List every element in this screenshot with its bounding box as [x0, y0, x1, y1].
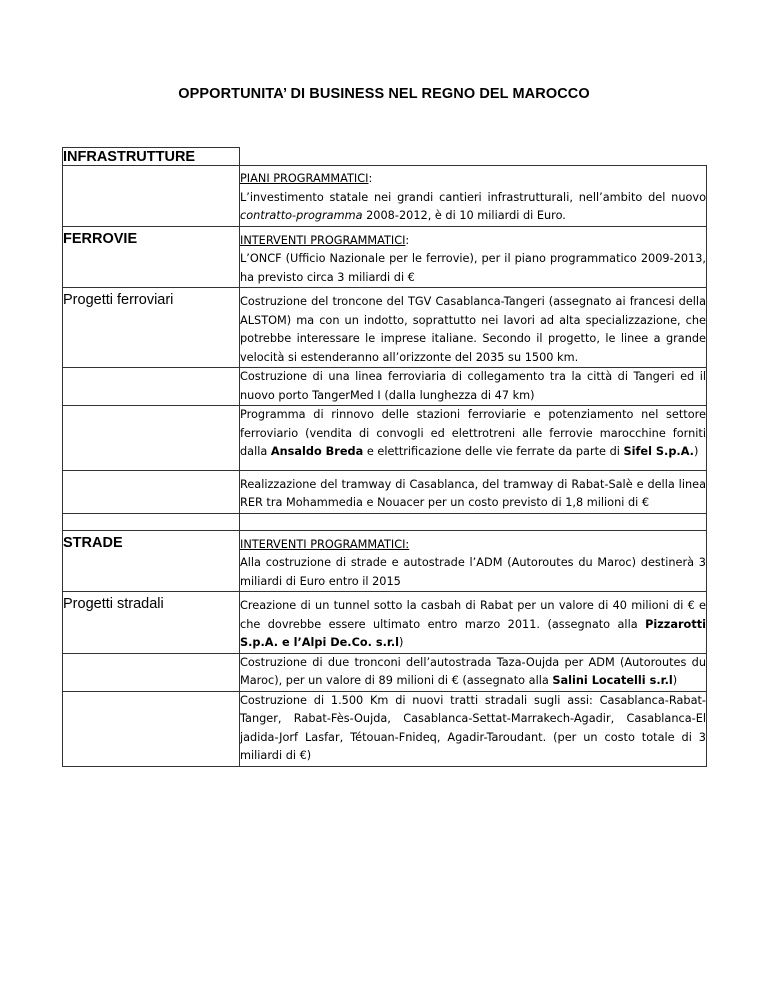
pf4-text: Realizzazione del tramway di Casablanca, del tramway di Rabat-Salè e della linea RER tra Mohammedia e Nouacer per un costo previsto di 1,8 milioni di € — [240, 477, 706, 509]
document-title: OPPORTUNITA’ DI BUSINESS NEL REGNO DEL MAROCCO — [178, 86, 590, 102]
pf3-company-2: Sifel S.p.A. — [623, 445, 694, 458]
cell-strade — [240, 530, 707, 592]
ps1-company: Pizzarotti S.p.A. e l’Alpi De.Co. s.r.l — [240, 617, 706, 649]
label-text: STRADE — [63, 534, 123, 551]
table-row — [63, 226, 707, 288]
table-row — [63, 406, 707, 471]
piani-text-em: contratto-programma — [240, 209, 363, 222]
row-label-infrastrutture — [63, 148, 240, 166]
table-row — [63, 288, 707, 368]
ps1-text-a: Creazione di un tunnel sotto la casbah di Rabat per un valore di 40 milioni di € e che dovrebbe essere ultimato entro marzo 2011. (assegnato alla — [240, 599, 706, 631]
ferrovie-text: L’ONCF (Ufficio Nazionale per le ferrovie), per il piano programmatico 2009-2013, ha previsto circa 3 miliardi di € — [240, 252, 706, 284]
cell-ps2 — [240, 653, 707, 691]
row-label-empty — [63, 653, 240, 691]
row-label-progetti-stradali — [63, 592, 240, 654]
ferrovie-heading: INTERVENTI PROGRAMMATICI — [240, 233, 406, 247]
label-text: INFRASTRUTTURE — [63, 149, 196, 165]
strade-heading: INTERVENTI PROGRAMMATICI: — [240, 537, 410, 551]
label-text: Progetti ferroviari — [63, 292, 174, 308]
pf1-text: Costruzione del troncone del TGV Casablanca-Tangeri (assegnato ai francesi della ALSTOM) ma con un indotto, soprattutto nei lavori ad alta specializzazione, che potrebbe interessare le imprese italiane. Secondo il progetto, le linee a grande velocità si estenderanno all’orizzonte del 2035 su 1500 km. — [240, 295, 706, 364]
opportunities-table — [62, 147, 707, 767]
colon: : — [405, 233, 410, 247]
cell-pf3 — [240, 406, 707, 471]
table-row — [63, 592, 707, 654]
row-label-strade — [63, 530, 240, 592]
pf3-text-d: ) — [693, 445, 699, 458]
pf3-company-1: Ansaldo Breda — [270, 445, 364, 458]
piani-text-a: L’investimento statale nei grandi cantieri infrastrutturali, nell’ambito del nuovo — [240, 190, 706, 204]
colon: : — [368, 172, 373, 185]
cell-pf2 — [240, 368, 707, 406]
table-row — [63, 368, 707, 406]
row-label-empty — [63, 166, 240, 227]
pf3-text-a: Programma di rinnovo delle stazioni ferroviarie e potenziamento nel settore ferroviario (vendita di convogli ed elettrotreni alle ferrovie marocchine forniti dalla — [240, 408, 706, 458]
piani-text-b: 2008-2012, è di 10 miliardi di Euro. — [362, 209, 566, 222]
cell-ps1 — [240, 592, 707, 654]
label-text: FERROVIE — [63, 230, 138, 247]
table-row — [63, 691, 707, 766]
ps1-text-c: ) — [399, 636, 404, 649]
spacer-cell — [240, 513, 707, 530]
empty-cell — [240, 148, 707, 166]
cell-ps3 — [240, 691, 707, 766]
row-label-empty — [63, 691, 240, 766]
table-row — [63, 653, 707, 691]
strade-text: Alla costruzione di strade e autostrade l’ADM (Autoroutes du Maroc) destinerà 3 miliardi di Euro entro il 2015 — [240, 556, 706, 588]
row-label-progetti-ferroviari — [63, 288, 240, 368]
cell-piani-programmatici — [240, 166, 707, 227]
cell-ferrovie — [240, 226, 707, 288]
ps3-text: Costruzione di 1.500 Km di nuovi tratti stradali sugli assi: Casablanca-Rabat-Tanger, Rabat-Fès-Oujda, Casablanca-Settat-Marrakech-Agadir, Casablanca-El jadida-Jorf Lasfar, Tétouan-Fnideq, Agadir-Taroudant. (per un costo totale di 3 miliardi di €) — [240, 693, 706, 762]
table-row — [63, 166, 707, 227]
table-row — [63, 530, 707, 592]
table-row — [63, 148, 707, 166]
row-label-empty — [63, 368, 240, 406]
pf2-text: Costruzione di una linea ferroviaria di collegamento tra la città di Tangeri ed il nuovo porto TangerMed I (dalla lunghezza di 47 km) — [240, 370, 706, 402]
piani-heading: PIANI PROGRAMMATICI — [240, 172, 369, 185]
row-label-empty — [63, 470, 240, 513]
row-label-ferrovie — [63, 226, 240, 288]
spacer-cell — [63, 513, 240, 530]
pf3-text-c: e elettrificazione delle vie ferrate da parte di — [363, 445, 624, 458]
ps2-text-c: ) — [672, 674, 678, 687]
table-row — [63, 470, 707, 513]
ps2-text-a: Costruzione di due tronconi dell’autostrada Taza-Oujda per ADM (Autoroutes du Maroc), per un valore di 89 milioni di € (assegnato alla — [240, 655, 706, 687]
cell-pf1 — [240, 288, 707, 368]
row-label-empty — [63, 406, 240, 471]
cell-pf4 — [240, 470, 707, 513]
table-row — [63, 513, 707, 530]
label-text: Progetti stradali — [63, 596, 164, 612]
ps2-company: Salini Locatelli s.r.l — [552, 674, 673, 687]
